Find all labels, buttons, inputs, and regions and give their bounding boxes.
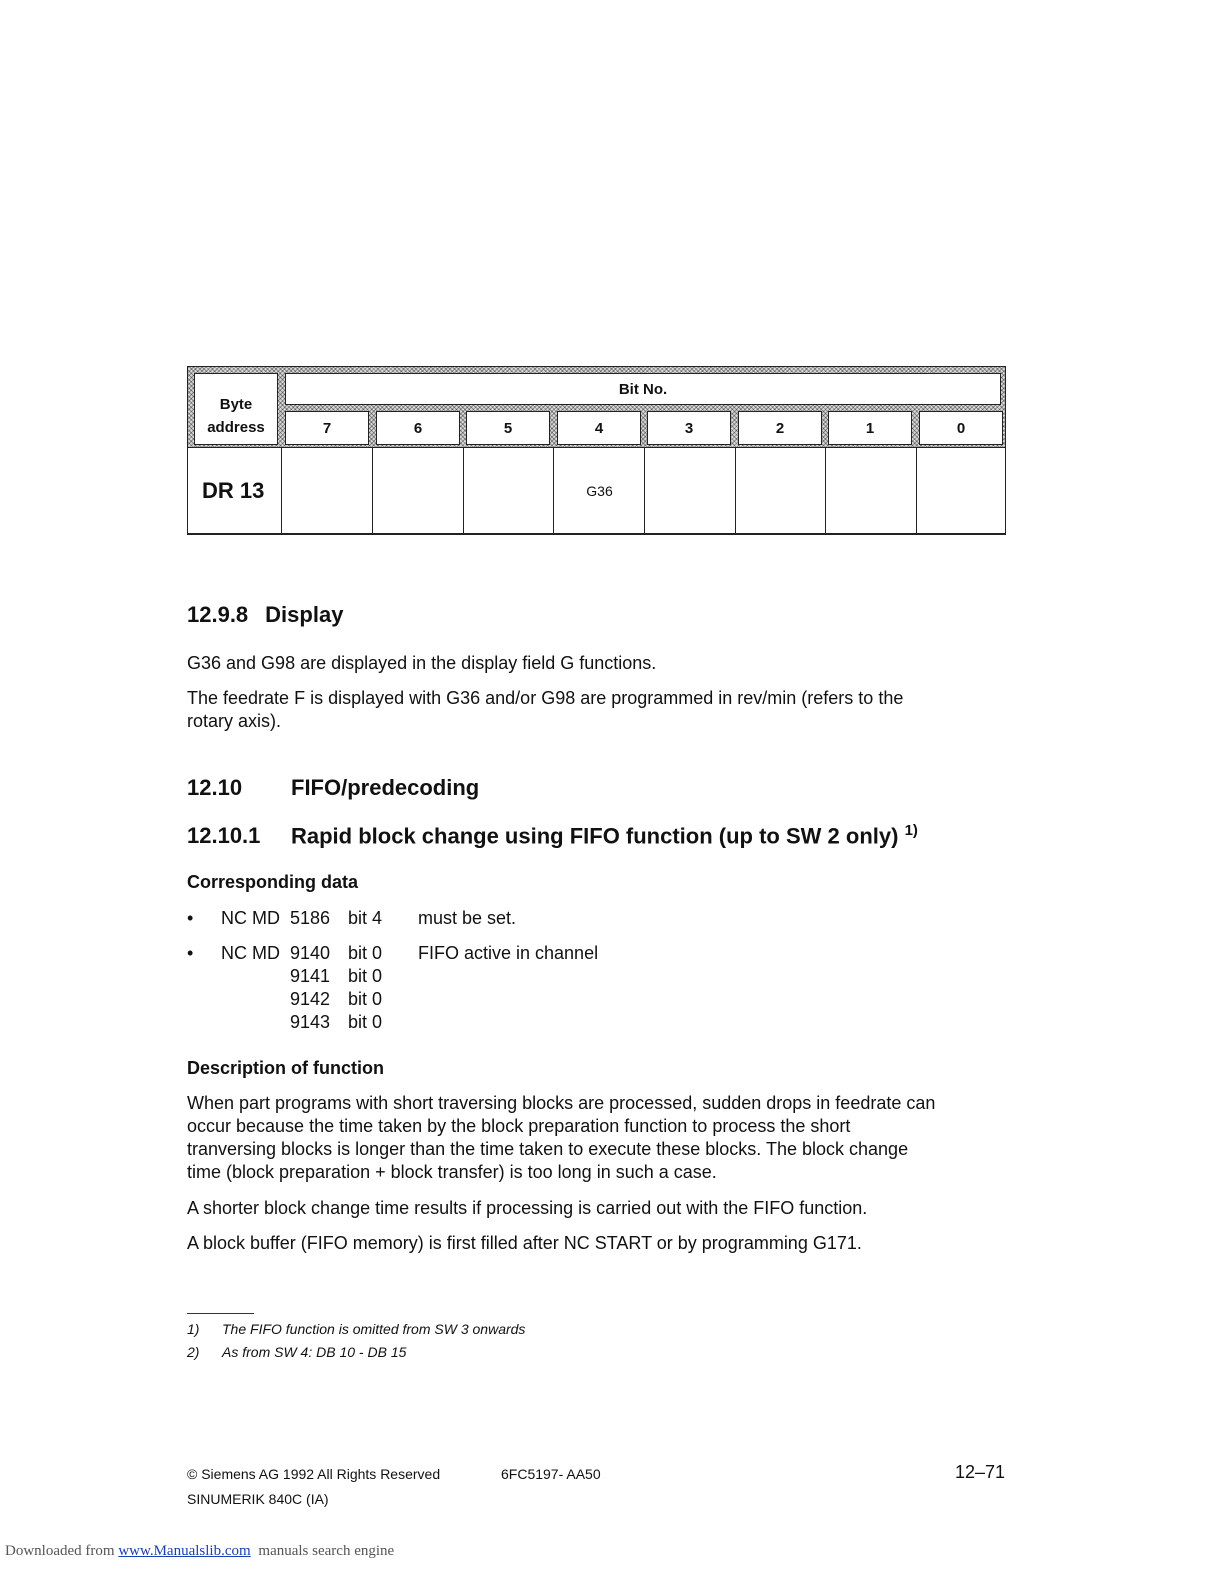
- bit-header-5: 5: [466, 411, 550, 445]
- footnote-ref-1: 1): [904, 822, 918, 839]
- section-number: 12.10.1: [187, 823, 261, 849]
- section-heading-12-9-8: [187, 602, 343, 628]
- md-number: 9140: [290, 943, 331, 963]
- md-description: must be set.: [418, 908, 517, 928]
- corresponding-data-heading: Corresponding data: [187, 872, 359, 892]
- section-heading-12-10: [187, 775, 479, 801]
- list-item-md5186: [187, 907, 887, 931]
- md-number: 9142: [290, 989, 331, 1009]
- description-paragraph-1: [187, 1092, 935, 1184]
- bit-header-6: 6: [376, 411, 460, 445]
- bit-header-3: 3: [647, 411, 731, 445]
- md-number: 9143: [290, 1012, 331, 1032]
- md-label: NC MD: [221, 943, 280, 963]
- footer-product: SINUMERIK 840C (IA): [187, 1491, 329, 1507]
- md-bit: bit 0: [348, 966, 383, 986]
- table-row-dr13: [187, 448, 1006, 535]
- section-number: 12.10: [187, 775, 243, 800]
- footnote-1: [187, 1321, 525, 1337]
- footnote-2: [187, 1344, 406, 1360]
- section-number: 12.9.8: [187, 602, 249, 627]
- list-item-md9140: [187, 942, 887, 1038]
- bullet: •: [187, 943, 194, 963]
- md-number: 5186: [290, 908, 331, 928]
- description-paragraph-3: A block buffer (FIFO memory) is first filled after NC START or by programming G171.: [187, 1233, 862, 1253]
- bit-cell-0: [916, 448, 1006, 533]
- byte-address-value: DR 13: [202, 477, 265, 503]
- md-bit: bit 0: [348, 943, 383, 963]
- byte-address-header: [194, 373, 278, 445]
- download-prefix: Downloaded from: [5, 1543, 115, 1559]
- section-title: Display: [265, 602, 344, 627]
- bit-cell-7: [281, 448, 372, 533]
- md-bit: bit 0: [348, 989, 383, 1009]
- md-label: NC MD: [221, 908, 280, 928]
- description-line: time (block preparation + block transfer) is too long in such a case.: [187, 1162, 717, 1182]
- md-number: 9141: [290, 966, 331, 986]
- md-description: FIFO active in channel: [418, 943, 599, 963]
- bit-no-header: Bit No.: [285, 373, 1001, 405]
- footer-copyright: © Siemens AG 1992 All Rights Reserved: [187, 1466, 441, 1482]
- bit-cell-3: [644, 448, 735, 533]
- byte-address-line2: address: [207, 419, 265, 436]
- bit-cell-2: [735, 448, 826, 533]
- bit-header-4: 4: [557, 411, 641, 445]
- manualslib-link[interactable]: www.Manualslib.com: [118, 1543, 251, 1559]
- bit-header-7: 7: [285, 411, 369, 445]
- footer-order-number: 6FC5197- AA50: [501, 1466, 601, 1482]
- description-line: When part programs with short traversing blocks are processed, sudden drops in feedrate can: [187, 1093, 936, 1113]
- bit-cell-1: [825, 448, 917, 533]
- display-paragraph-2: [187, 687, 903, 733]
- footnote-number: 1): [187, 1321, 200, 1337]
- bit-cell-4: G36: [553, 448, 645, 533]
- display-paragraph-2-line1: The feedrate F is displayed with G36 and/or G98 are programmed in rev/min (refers to the: [187, 688, 904, 708]
- footnote-text: As from SW 4: DB 10 - DB 15: [222, 1344, 407, 1360]
- display-paragraph-1: G36 and G98 are displayed in the display field G functions.: [187, 653, 657, 673]
- section-title: Rapid block change using FIFO function (up to SW 2 only): [291, 823, 899, 849]
- section-title: FIFO/predecoding: [291, 775, 480, 800]
- bit-header-2: 2: [738, 411, 822, 445]
- description-heading: Description of function: [187, 1058, 384, 1078]
- footnote-number: 2): [187, 1344, 200, 1360]
- bit-cell-5: [463, 448, 554, 533]
- description-line: occur because the time taken by the block preparation function to process the short: [187, 1116, 851, 1136]
- md-bit: bit 0: [348, 1012, 383, 1032]
- bullet: •: [187, 908, 194, 928]
- section-heading-12-10-1: [187, 822, 918, 849]
- description-line: tranversing blocks is longer than the time taken to execute these blocks. The block change: [187, 1139, 909, 1159]
- display-paragraph-2-line2: rotary axis).: [187, 711, 282, 731]
- download-suffix: manuals search engine: [258, 1543, 395, 1559]
- footer-page-number: 12–71: [955, 1462, 1006, 1482]
- footnote-text: The FIFO function is omitted from SW 3 onwards: [222, 1321, 526, 1337]
- bit-header-0: 0: [919, 411, 1003, 445]
- download-banner: [5, 1543, 394, 1560]
- bit-header-1: 1: [828, 411, 912, 445]
- bit-assignment-table: [187, 366, 1006, 535]
- description-paragraph-2: A shorter block change time results if processing is carried out with the FIFO function.: [187, 1198, 868, 1218]
- byte-address-line1: Byte: [219, 396, 253, 413]
- table-header-band: [187, 366, 1006, 448]
- footnote-divider: [187, 1313, 254, 1314]
- bit-cell-6: [372, 448, 463, 533]
- md-bit: bit 4: [348, 908, 383, 928]
